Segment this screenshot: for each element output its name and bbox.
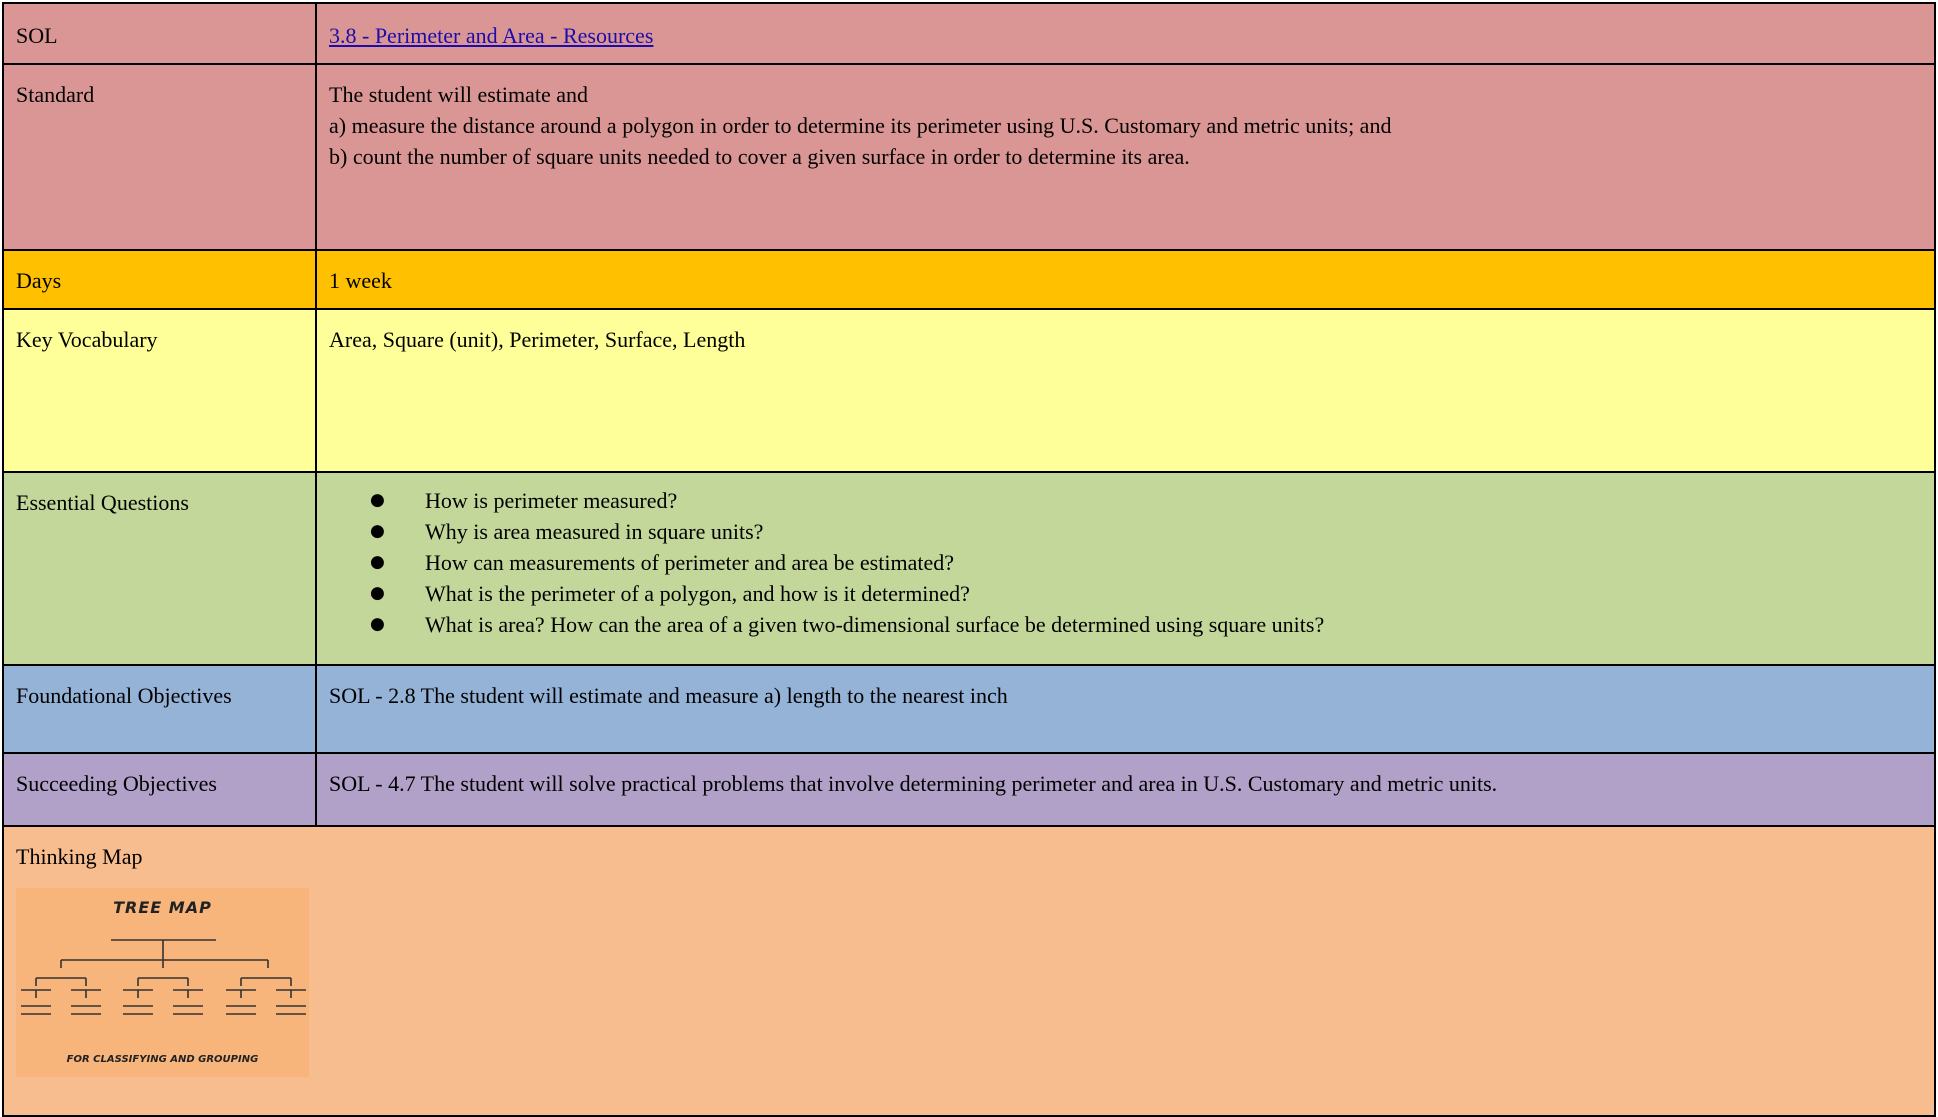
days-label: Days — [3, 250, 316, 309]
list-item: ● What is area? How can the area of a given two-dimensional surface be determined using square units? — [412, 609, 1922, 640]
list-item: ● How is perimeter measured? — [412, 485, 1922, 516]
thinking-map-cell — [3, 826, 1935, 1116]
succeeding-objectives-label: Succeeding Objectives — [3, 753, 316, 826]
succeeding-objectives-value: SOL - 4.7 The student will solve practical problems that involve determining perimeter and area in U.S. Customary and metric units. — [316, 753, 1935, 826]
standard-line: b) count the number of square units needed to cover a given surface in order to determine its area. — [329, 144, 1190, 169]
standard-text — [316, 64, 1935, 250]
list-item: ● How can measurements of perimeter and area be estimated? — [412, 547, 1922, 578]
succeeding-objectives-row — [3, 753, 1935, 826]
standard-row — [3, 64, 1935, 250]
standard-label: Standard — [3, 64, 316, 250]
foundational-objectives-label: Foundational Objectives — [3, 665, 316, 753]
list-item: ● Why is area measured in square units? — [412, 516, 1922, 547]
days-value: 1 week — [316, 250, 1935, 309]
standard-line: The student will estimate and — [329, 82, 589, 107]
tree-map-caption: FOR CLASSIFYING AND GROUPING — [66, 1054, 259, 1065]
essential-questions-row — [3, 472, 1935, 665]
sol-label: SOL — [3, 3, 316, 64]
days-row — [3, 250, 1935, 309]
foundational-objectives-row — [3, 665, 1935, 753]
list-item: ● What is the perimeter of a polygon, and how is it determined? — [412, 578, 1922, 609]
key-vocabulary-row — [3, 309, 1935, 472]
tree-map-image — [16, 888, 309, 1077]
tree-map-title: TREE MAP — [113, 898, 212, 917]
essential-questions-cell — [316, 472, 1935, 665]
key-vocabulary-value: Area, Square (unit), Perimeter, Surface, Length — [316, 309, 1935, 472]
sol-value-cell — [316, 3, 1935, 64]
essential-questions-label: Essential Questions — [3, 472, 316, 665]
thinking-map-label: Thinking Map — [16, 844, 143, 869]
sol-resources-link[interactable]: 3.8 - Perimeter and Area - Resources — [329, 23, 654, 48]
thinking-map-row — [3, 826, 1935, 1116]
essential-questions-list — [329, 485, 1922, 640]
standard-line: a) measure the distance around a polygon in order to determine its perimeter using U.S. Customary and metric units; and — [329, 113, 1392, 138]
key-vocabulary-label: Key Vocabulary — [3, 309, 316, 472]
lesson-plan-table — [2, 2, 1936, 1117]
sol-row — [3, 3, 1935, 64]
foundational-objectives-value: SOL - 2.8 The student will estimate and measure a) length to the nearest inch — [316, 665, 1935, 753]
